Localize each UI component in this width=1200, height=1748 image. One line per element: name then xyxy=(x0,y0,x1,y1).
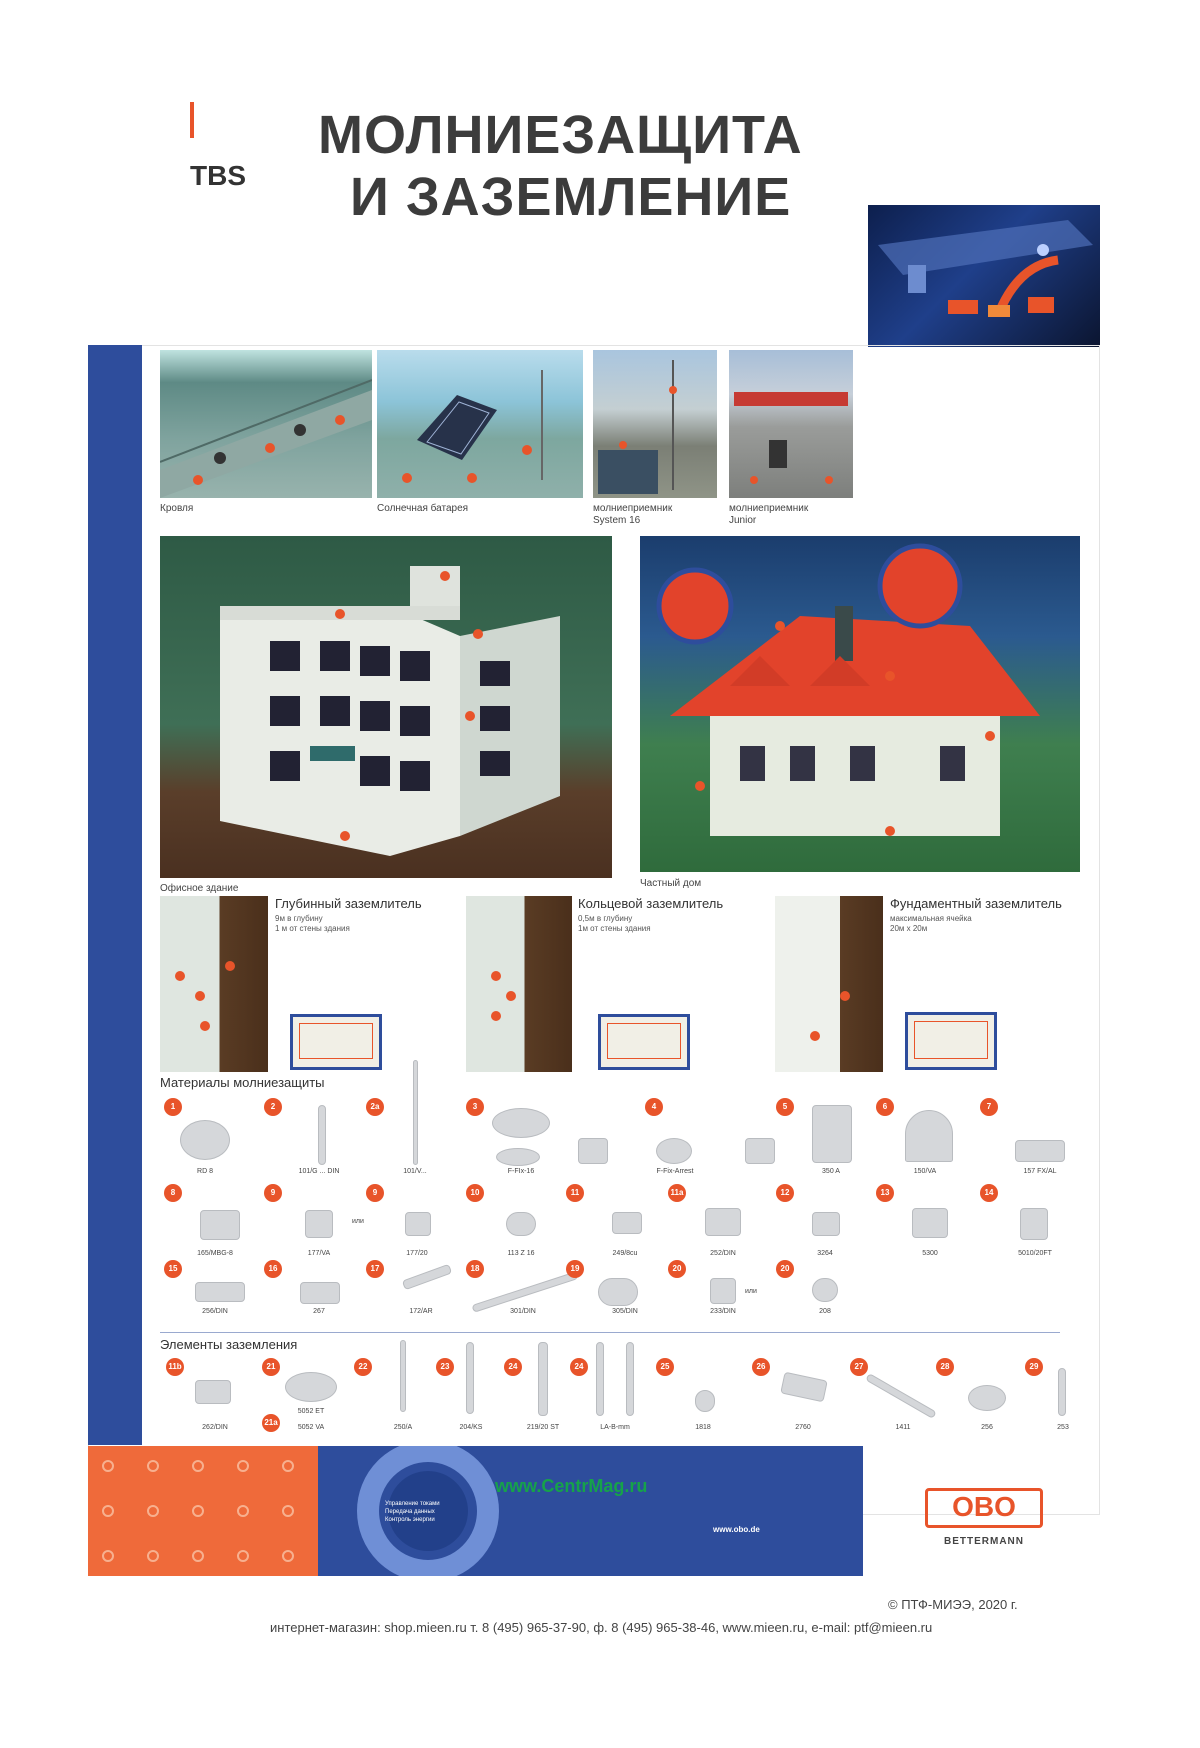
item-number: 29 xyxy=(1025,1358,1043,1376)
part-image xyxy=(506,1212,536,1236)
item-number: 15 xyxy=(164,1260,182,1278)
section-divider xyxy=(160,1332,1060,1333)
item-number: 20 xyxy=(776,1260,794,1278)
part-label: 172/AR xyxy=(409,1308,433,1315)
ring-text-line1: Управление токами xyxy=(385,1501,440,1507)
part-label: 177/VA xyxy=(307,1250,331,1257)
part-label: LA-B-mm xyxy=(600,1424,630,1431)
part-image xyxy=(1015,1140,1065,1162)
part-image xyxy=(413,1060,418,1165)
solar-panel-photo xyxy=(377,350,583,498)
item-number: 24 xyxy=(570,1358,588,1376)
foundation-ground-sub2: 20м x 20м xyxy=(890,924,928,933)
obo-logo: OBO xyxy=(925,1488,1043,1528)
part-image xyxy=(598,1278,638,1306)
part-label: RD 8 xyxy=(197,1168,213,1175)
banner-orange-panel xyxy=(88,1446,318,1576)
item-number: 2 xyxy=(264,1098,282,1116)
item-number: 28 xyxy=(936,1358,954,1376)
part-label: 5300 xyxy=(922,1250,938,1257)
part-label: 256/DIN xyxy=(202,1308,228,1315)
part-image xyxy=(400,1340,406,1412)
part-label: 250/A xyxy=(393,1424,413,1431)
item-number: 12 xyxy=(776,1184,794,1202)
item-number: 11a xyxy=(668,1184,686,1202)
part-label: 219/20 ST xyxy=(526,1424,560,1431)
office-caption: Офисное здание xyxy=(160,883,239,894)
item-number: 18 xyxy=(466,1260,484,1278)
part-image xyxy=(812,1105,852,1163)
part-label: 2760 xyxy=(795,1424,811,1431)
item-number: 5 xyxy=(776,1098,794,1116)
part-label: 1411 xyxy=(895,1424,911,1431)
solar-caption: Солнечная батарея xyxy=(377,503,469,514)
item-number: 17 xyxy=(366,1260,384,1278)
item-number: 2a xyxy=(366,1098,384,1116)
part-image xyxy=(496,1148,540,1166)
item-number: 21 xyxy=(262,1358,280,1376)
system16-caption-line2: System 16 xyxy=(593,515,641,526)
foundation-ground-title: Фундаментный заземлитель xyxy=(890,896,1062,911)
item-number: 6 xyxy=(876,1098,894,1116)
ring-ground-sub1: 0,5м в глубину xyxy=(578,914,633,923)
copyright: © ПТФ-МИЭЭ, 2020 г. xyxy=(888,1597,1018,1612)
page-title-line2: И ЗАЗЕМЛЕНИЕ xyxy=(350,167,792,227)
part-label: 233/DIN xyxy=(710,1308,736,1315)
brand-accent-bar xyxy=(190,102,194,138)
item-number: 26 xyxy=(752,1358,770,1376)
part-label: 165/MBG-8 xyxy=(197,1250,233,1257)
part-label: 3264 xyxy=(817,1250,833,1257)
part-label: 113 Z 16 xyxy=(507,1250,535,1257)
item-number: 20 xyxy=(668,1260,686,1278)
part-image xyxy=(405,1212,431,1236)
part-image xyxy=(968,1385,1006,1411)
materials-title: Материалы молниезащиты xyxy=(160,1075,325,1090)
part-label: 262/DIN xyxy=(202,1424,228,1431)
part-label: 301/DIN xyxy=(510,1308,536,1315)
part-label: 350 A xyxy=(822,1168,840,1175)
item-number: 13 xyxy=(876,1184,894,1202)
junior-photo xyxy=(729,350,853,498)
deep-ground-plan xyxy=(290,1014,382,1070)
part-label: 5010/20FT xyxy=(1018,1250,1052,1257)
item-number: 3 xyxy=(466,1098,484,1116)
part-image xyxy=(1020,1208,1048,1240)
part-label: 157 FX/AL xyxy=(1023,1168,1057,1175)
part-image xyxy=(705,1208,741,1236)
watermark-url: www.CentrMag.ru xyxy=(495,1476,648,1496)
part-label: 253 xyxy=(1057,1424,1069,1431)
page-title-line1: МОЛНИЕЗАЩИТА xyxy=(318,105,803,165)
item-number: 7 xyxy=(980,1098,998,1116)
part-label: 208 xyxy=(819,1308,831,1315)
part-image xyxy=(1058,1368,1066,1416)
deep-ground-title: Глубинный заземлитель xyxy=(275,896,422,911)
part-label: 305/DIN xyxy=(612,1308,638,1315)
part-image xyxy=(318,1105,326,1165)
part-image xyxy=(285,1372,337,1402)
part-label: 252/DIN xyxy=(710,1250,736,1257)
office-building-illustration xyxy=(160,536,612,878)
system16-photo xyxy=(593,350,717,498)
item-number: 23 xyxy=(436,1358,454,1376)
house-caption: Частный дом xyxy=(640,878,702,889)
part-image xyxy=(812,1212,840,1236)
banner-url[interactable]: www.obo.de xyxy=(713,1525,760,1534)
part-image xyxy=(300,1282,340,1304)
part-image xyxy=(612,1212,642,1234)
ring-ground-plan xyxy=(598,1014,690,1070)
part-image xyxy=(656,1138,692,1164)
ring-text-line2: Передача данных xyxy=(385,1509,435,1515)
part-image xyxy=(305,1210,333,1238)
footer-contacts: интернет-магазин: shop.mieen.ru т. 8 (495) 965-37-90, ф. 8 (495) 965-38-46, www.mieen.ru, e-mail: ptf@mieen.ru xyxy=(270,1620,933,1635)
item-number: 19 xyxy=(566,1260,584,1278)
part-image xyxy=(466,1342,474,1414)
part-image xyxy=(200,1210,240,1240)
ring-text xyxy=(385,1500,440,1524)
system16-caption-line1: молниеприемник xyxy=(593,503,673,514)
roof-caption: Кровля xyxy=(160,503,194,514)
part-label: 5052 VA xyxy=(297,1424,325,1431)
item-number: 24 xyxy=(504,1358,522,1376)
ring-ground-sub2: 1м от стены здания xyxy=(578,924,651,933)
part-image xyxy=(626,1342,634,1416)
item-number: 11b xyxy=(166,1358,184,1376)
part-label: 101/G ... DIN xyxy=(298,1168,340,1175)
item-number: 4 xyxy=(645,1098,663,1116)
item-number: 10 xyxy=(466,1184,484,1202)
or-word: или xyxy=(745,1288,757,1295)
part-image xyxy=(695,1390,715,1412)
junior-caption-line2: Junior xyxy=(729,515,757,526)
part-image xyxy=(745,1138,775,1164)
part-image xyxy=(578,1138,608,1164)
part-image xyxy=(710,1278,736,1304)
deep-ground-sub1: 9м в глубину xyxy=(275,914,323,923)
part-image xyxy=(195,1380,231,1404)
item-number: 27 xyxy=(850,1358,868,1376)
item-number: 1 xyxy=(164,1098,182,1116)
item-number: 8 xyxy=(164,1184,182,1202)
part-image xyxy=(812,1278,838,1302)
part-image xyxy=(180,1120,230,1160)
part-label: 204/KS xyxy=(459,1424,483,1431)
ring-text-line3: Контроль энергии xyxy=(385,1517,435,1523)
part-label: 5052 ET xyxy=(297,1408,325,1415)
private-house-illustration xyxy=(640,536,1080,872)
part-label: 150/VA xyxy=(913,1168,937,1175)
roof-photo xyxy=(160,350,372,498)
item-number: 11 xyxy=(566,1184,584,1202)
item-number: 25 xyxy=(656,1358,674,1376)
or-word: или xyxy=(352,1218,364,1225)
brand-tag: TBS xyxy=(190,160,246,191)
junior-caption-line1: молниеприемник xyxy=(729,503,809,514)
part-image xyxy=(912,1208,948,1238)
item-number: 14 xyxy=(980,1184,998,1202)
part-label: 249/8cu xyxy=(612,1250,638,1257)
item-number: 9 xyxy=(264,1184,282,1202)
part-image xyxy=(905,1110,953,1162)
part-label: F-FIx-16 xyxy=(507,1168,535,1175)
part-label: F-Fix-Arrest xyxy=(656,1168,694,1175)
grounding-elements-title: Элементы заземления xyxy=(160,1337,298,1352)
bettermann-logo-text: BETTERMANN xyxy=(944,1536,1024,1547)
hero-product-photo xyxy=(868,205,1100,347)
item-number: 9 xyxy=(366,1184,384,1202)
deep-ground-panel-image xyxy=(160,896,268,1072)
ring-ground-panel-image xyxy=(466,896,572,1072)
part-label: 177/20 xyxy=(406,1250,428,1257)
part-image xyxy=(596,1342,604,1416)
part-label: 1818 xyxy=(695,1424,711,1431)
part-label: 256 xyxy=(981,1424,993,1431)
side-strip-label: TBS Системы внешней молниезащиты и заземления xyxy=(63,453,82,900)
part-label: 267 xyxy=(313,1308,325,1315)
deep-ground-sub2: 1 м от стены здания xyxy=(275,924,350,933)
part-image xyxy=(195,1282,245,1302)
item-number: 16 xyxy=(264,1260,282,1278)
part-image xyxy=(538,1342,548,1416)
item-number: 21a xyxy=(262,1414,280,1432)
part-label: 101/V... xyxy=(403,1168,427,1175)
foundation-ground-panel-image xyxy=(775,896,883,1072)
part-image xyxy=(492,1108,550,1138)
foundation-ground-sub1: максимальная ячейка xyxy=(890,914,972,923)
item-number: 22 xyxy=(354,1358,372,1376)
ring-ground-title: Кольцевой заземлитель xyxy=(578,896,724,911)
foundation-ground-plan xyxy=(905,1012,997,1070)
